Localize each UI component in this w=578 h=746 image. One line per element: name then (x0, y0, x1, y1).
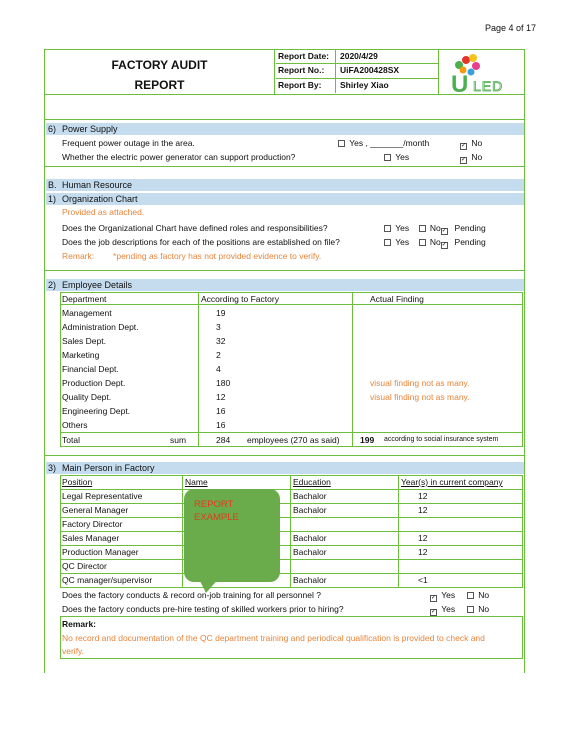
employee-dept: Production Dept. (62, 378, 126, 388)
employee-dept: Sales Dept. (62, 336, 106, 346)
col-according-factory: According to Factory (201, 294, 279, 304)
checkbox-unchecked[interactable] (467, 606, 474, 613)
org-note: Provided as attached. (62, 207, 145, 217)
blank-row (44, 95, 525, 120)
section-number: 2) (48, 280, 57, 290)
section-number: 6) (48, 124, 57, 134)
power-q2-yes: Yes (384, 152, 409, 162)
person-education: Bachalor (293, 575, 327, 585)
employee-count: 2 (216, 350, 221, 360)
training-question: Does the factory conducts & record on-job training for all personnel ? (62, 590, 321, 600)
col-department: Department (62, 294, 107, 304)
person-education: Bachalor (293, 505, 327, 515)
date-value: 2020/4/29 (340, 51, 378, 61)
report-meta (276, 50, 439, 94)
col-name: Name (185, 477, 208, 487)
checkbox-unchecked[interactable] (384, 225, 391, 232)
section-number: B. (48, 180, 57, 190)
section-title: Organization Chart (62, 194, 138, 204)
remark-line-2: verify. (62, 646, 85, 656)
org-question-1: Does the Organizational Chart have defined roles and responsibilities? (62, 223, 328, 233)
employee-count: 180 (216, 378, 231, 388)
employee-count: 12 (216, 392, 226, 402)
report-title-line1: FACTORY AUDIT (111, 58, 208, 72)
report-no-label: Report No.: (276, 64, 336, 77)
row-divider (60, 517, 523, 518)
social-insurance-note: according to social insurance system (384, 436, 499, 443)
person-education: Bachalor (293, 491, 327, 501)
employee-dept: Management (62, 308, 112, 318)
date-label: Report Date: (276, 50, 336, 63)
section-power-supply (46, 123, 524, 135)
checkbox-checked[interactable]: ✓ (431, 609, 437, 615)
person-position: QC manager/supervisor (62, 575, 153, 585)
employee-dept: Financial Dept. (62, 364, 119, 374)
logo-letter: U (451, 71, 469, 96)
employee-count: 4 (216, 364, 221, 374)
person-position: Sales Manager (62, 533, 120, 543)
section-title: Main Person in Factory (62, 463, 155, 473)
training-answers: ✓ Yes No (431, 590, 490, 601)
checkbox-unchecked[interactable] (384, 239, 391, 246)
section-title: Power Supply (62, 124, 118, 134)
employee-dept: Engineering Dept. (62, 406, 131, 416)
checkbox-checked[interactable]: ✓ (441, 228, 447, 234)
org-question-2: Does the job descriptions for each of the positions are established on file? (62, 237, 340, 247)
checkbox-checked[interactable]: ✓ (441, 242, 447, 248)
row-divider (60, 489, 523, 490)
col-education: Education (293, 477, 331, 487)
remark-label: Remark: (62, 619, 97, 629)
employee-dept: Quality Dept. (62, 392, 112, 402)
col-years: Year(s) in current company (401, 477, 503, 487)
org-q2-answers: Yes No✓ Pending (384, 237, 486, 249)
prehire-question: Does the factory conducts pre-hire testing of skilled workers prior to hiring? (62, 604, 344, 614)
org-q1-answers: Yes No✓ Pending (384, 223, 486, 235)
person-education: Bachalor (293, 533, 327, 543)
person-position: Production Manager (62, 547, 139, 557)
org-remark: Remark: *pending as factory has not provided evidence to verify. (62, 251, 322, 261)
report-by-label: Report By: (276, 79, 336, 93)
company-logo (439, 50, 525, 94)
person-position: Factory Director (62, 519, 123, 529)
person-position: QC Director (62, 561, 107, 571)
divider (44, 166, 525, 167)
employee-finding: visual finding not as many. (370, 392, 470, 402)
checkbox-checked[interactable]: ✓ (461, 157, 467, 163)
checkbox-unchecked[interactable] (467, 592, 474, 599)
person-years: <1 (418, 575, 428, 585)
section-employee-details (46, 279, 524, 291)
employee-dept: Marketing (62, 350, 100, 360)
total-sum-label: sum (170, 435, 187, 445)
row-divider (60, 545, 523, 546)
col-actual-finding: Actual Finding (370, 294, 424, 304)
person-education: Bachalor (293, 547, 327, 557)
stamp-line-2: EXAMPLE (194, 512, 239, 523)
employee-count: 16 (216, 420, 226, 430)
power-question-1: Frequent power outage in the area. (62, 138, 195, 148)
row-divider (60, 531, 523, 532)
report-title-line2: REPORT (134, 78, 185, 92)
person-years: 12 (418, 547, 428, 557)
row-divider (60, 503, 523, 504)
section-human-resource (46, 179, 524, 191)
row-divider (60, 573, 523, 574)
employee-count: 32 (216, 336, 226, 346)
divider (44, 270, 525, 271)
person-years: 12 (418, 533, 428, 543)
power-q2-no: ✓ No (461, 152, 483, 163)
power-question-2: Whether the electric power generator can support production? (62, 152, 296, 162)
checkbox-unchecked[interactable] (384, 154, 391, 161)
report-no-value: UiFA200428SX (340, 65, 400, 76)
employee-dept: Others (62, 420, 88, 430)
section-title: Employee Details (62, 280, 133, 290)
section-number: 1) (48, 194, 57, 204)
checkbox-unchecked[interactable] (419, 225, 426, 232)
divider (44, 455, 525, 456)
checkbox-checked[interactable]: ✓ (431, 595, 437, 601)
stamp-line-1: REPORT (194, 499, 234, 510)
report-header (44, 49, 525, 95)
total-label: Total (62, 435, 80, 445)
employee-count: 16 (216, 406, 226, 416)
checkbox-checked[interactable]: ✓ (461, 143, 467, 149)
person-position: Legal Representative (62, 491, 143, 501)
power-q1-yes: Yes , _______/month (338, 138, 429, 148)
actual-count: 199 (360, 435, 375, 445)
person-years: 12 (418, 491, 428, 501)
checkbox-unchecked[interactable] (419, 239, 426, 246)
section-organization-chart (46, 193, 524, 205)
person-years: 12 (418, 505, 428, 515)
employee-count: 3 (216, 322, 221, 332)
col-position: Position (62, 477, 93, 487)
power-q1-no: ✓ No (461, 138, 483, 149)
page-number: Page 4 of 17 (484, 23, 536, 33)
employee-count: 19 (216, 308, 226, 318)
employee-finding: visual finding not as many. (370, 378, 470, 388)
row-divider (60, 587, 523, 588)
total-count: 284 (216, 435, 231, 445)
logo-text: LED (473, 78, 504, 94)
section-number: 3) (48, 463, 57, 473)
total-employees-note: employees (270 as said) (247, 435, 340, 445)
prehire-answers: ✓ Yes No (431, 604, 490, 615)
remark-line-1: No record and documentation of the QC department training and periodical qualification is provided to check and (62, 633, 485, 643)
report-title (45, 50, 275, 94)
checkbox-unchecked[interactable] (338, 140, 345, 147)
section-title: Human Resource (62, 180, 133, 190)
row-divider (60, 559, 523, 560)
section-main-person (46, 462, 524, 474)
report-example-stamp (184, 489, 280, 582)
employee-dept: Administration Dept. (62, 322, 139, 332)
report-by-value: Shirley Xiao (340, 79, 389, 90)
person-position: General Manager (62, 505, 129, 515)
